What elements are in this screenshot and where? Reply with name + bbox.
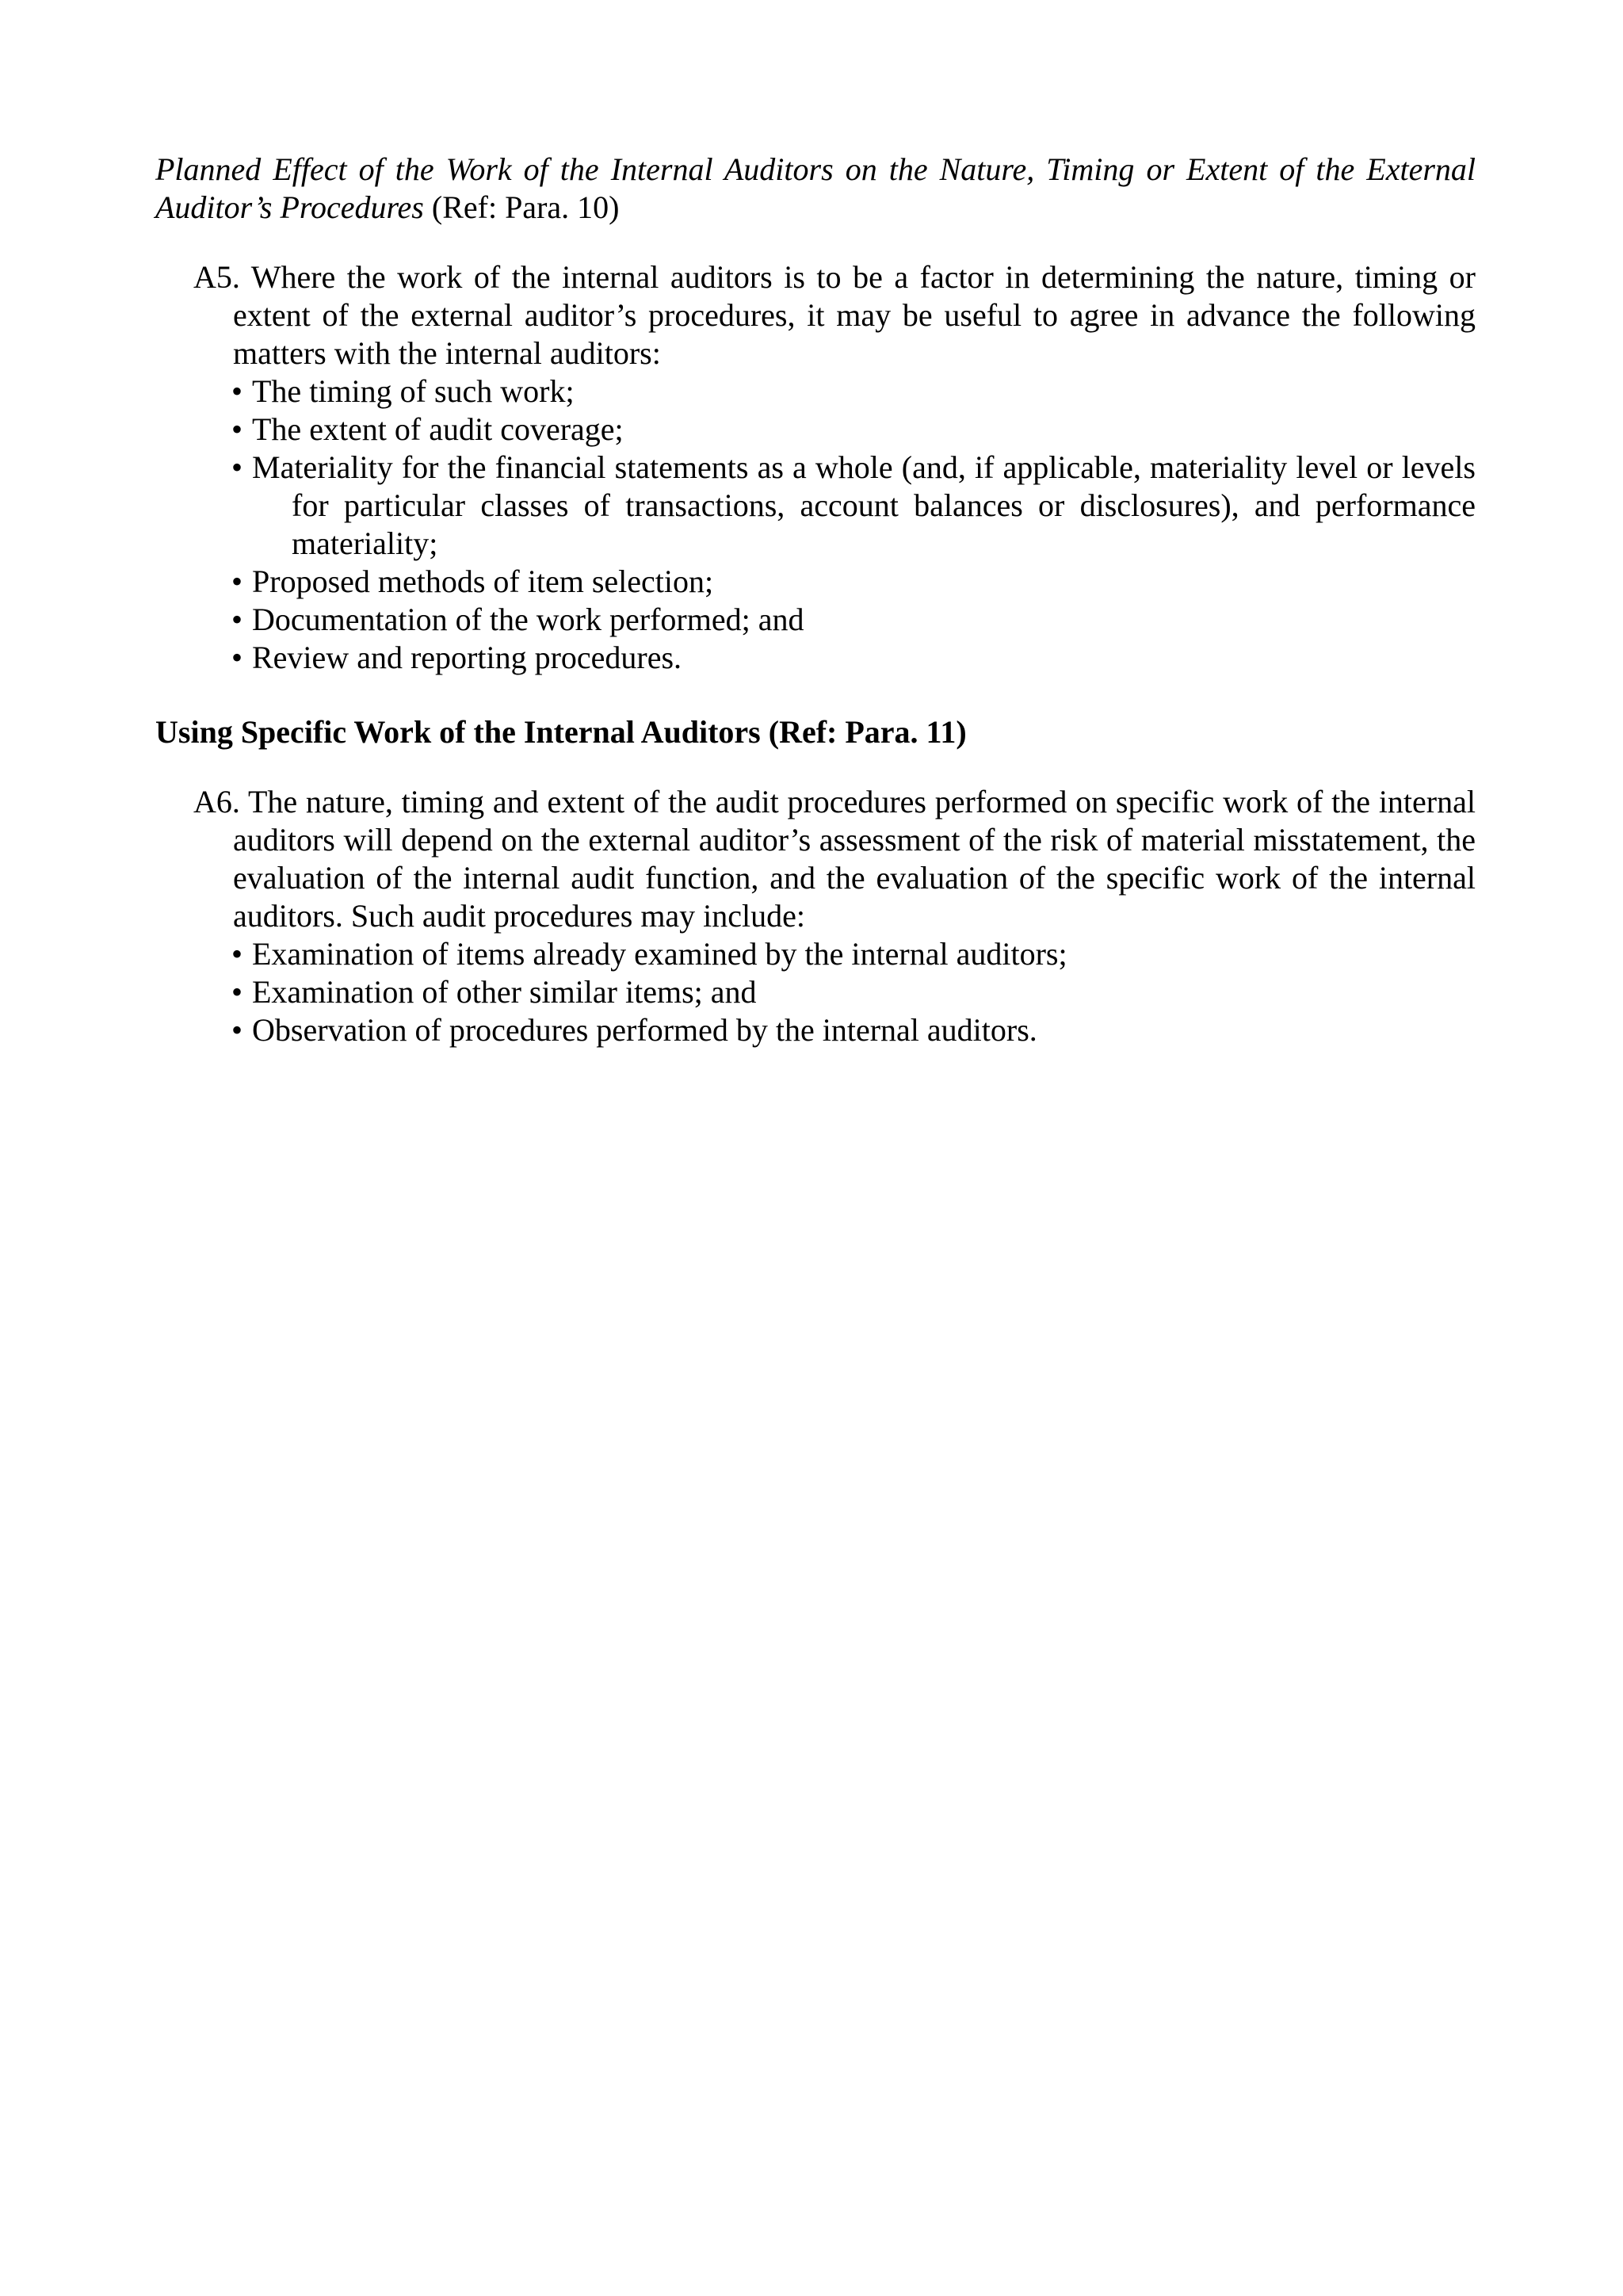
section-heading-title: Planned Effect of the Work of the Internal Auditors on the Nature, Timing or Extent of the External Auditor’s Procedures: [155, 151, 1476, 225]
list-item-text: Examination of other similar items; and: [252, 974, 757, 1010]
list-item: • Documentation of the work performed; and: [231, 602, 804, 637]
list-item: • Examination of other similar items; and: [231, 974, 757, 1010]
list-item-text: The extent of audit coverage;: [252, 411, 624, 447]
list-item-text: The timing of such work;: [252, 373, 575, 409]
paragraph-a6: [155, 783, 1476, 1049]
list-item: • The extent of audit coverage;: [231, 411, 624, 447]
bullet-list-a5: [233, 372, 1476, 677]
section-heading-ref: (Ref: Para. 10): [423, 189, 620, 225]
list-item-text: Materiality for the financial statements as a whole (and, if applicable, materiality level or levels for particular classes of transactions, account balances or disclosures), and performance materiality;: [252, 449, 1476, 561]
list-item: • Review and reporting procedures.: [231, 640, 682, 675]
paragraph-a5: [155, 258, 1476, 677]
bullet-list-a6: [233, 935, 1476, 1049]
list-item-text: Examination of items already examined by the internal auditors;: [252, 936, 1067, 972]
section-heading-planned-effect: [155, 151, 1476, 227]
list-item-text: Documentation of the work performed; and: [252, 602, 804, 637]
list-item-text: Proposed methods of item selection;: [252, 563, 714, 599]
list-item: • Examination of items already examined by the internal auditors;: [231, 936, 1067, 972]
list-item: • Observation of procedures performed by the internal auditors.: [231, 1012, 1037, 1048]
section-heading-specific-work: Using Specific Work of the Internal Auditors (Ref: Para. 11): [155, 714, 967, 750]
page-content: [155, 151, 1476, 1049]
list-item: • Materiality for the financial statements as a whole (and, if applicable, materiality level or levels for particular classes of transactions, account balances or disclosures), and performance materiality;: [231, 449, 1476, 561]
list-item-text: Observation of procedures performed by the internal auditors.: [252, 1012, 1037, 1048]
paragraph-label: A6.: [193, 784, 240, 819]
list-item: • The timing of such work;: [231, 373, 575, 409]
list-item: • Proposed methods of item selection;: [231, 563, 714, 599]
list-item-text: Review and reporting procedures.: [252, 640, 682, 675]
paragraph-label: A5.: [193, 259, 240, 295]
paragraph-text: The nature, timing and extent of the audit procedures performed on specific work of the internal auditors will depend on the external auditor’s assessment of the risk of material misstatement, the evaluation of the internal audit function, and the evaluation of the specific work of the internal auditors. Such audit procedures may include:: [233, 784, 1476, 934]
paragraph-text: Where the work of the internal auditors is to be a factor in determining the nature, timing or extent of the external auditor’s procedures, it may be useful to agree in advance the following matters with the internal auditors:: [233, 259, 1476, 371]
